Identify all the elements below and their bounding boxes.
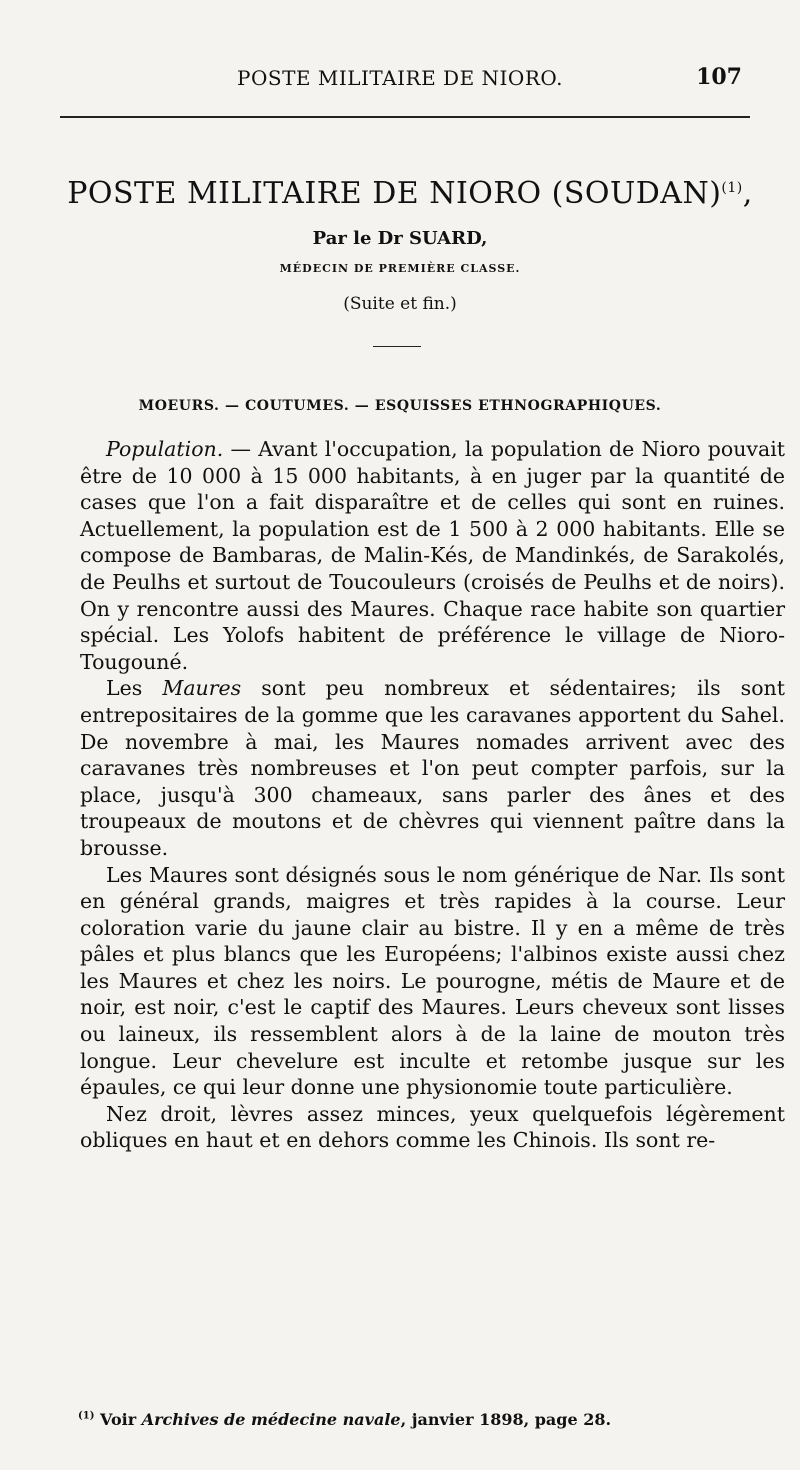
paragraph-population bbox=[80, 436, 785, 675]
footnote-mark: (1) bbox=[78, 1410, 95, 1422]
page-number: 107 bbox=[696, 64, 742, 90]
title-trailing-punct: , bbox=[742, 176, 753, 211]
continuation-note: (Suite et fin.) bbox=[343, 294, 457, 314]
author-byline: Par le Dr SUARD, bbox=[312, 228, 488, 249]
article-title-text: POSTE MILITAIRE DE NIORO (SOUDAN) bbox=[67, 176, 722, 211]
paragraph-nar: Les Maures sont désignés sous le nom générique de Nar. Ils sont en général grands, maigres et très rapides à la course. Leur coloration varie du jaune clair au bistre. Il y en a même de très pâles et plus blancs que les Européens; l'albinos existe aussi chez les Maures et chez les noirs. Le pourogne, métis de Maure et de noir, est noir, c'est le captif des Maures. Leurs cheveux sont lisses ou laineux, ils ressemblent alors à de la laine de mouton très longue. Leur chevelure est inculte et retombe jusque sur les épaules, ce qui leur donne une physionomie toute particulière. bbox=[80, 862, 785, 1100]
maures-label: Maures bbox=[162, 676, 242, 701]
paragraph-maures bbox=[80, 675, 785, 861]
footnote bbox=[78, 1410, 760, 1429]
paragraph-features: Nez droit, lèvres assez minces, yeux quelquefois légèrement obliques en haut et en dehors comme les Chinois. Ils sont re- bbox=[80, 1101, 785, 1153]
article-title bbox=[60, 176, 760, 211]
population-text: — Avant l'occupation, la population de Nioro pouvait être de 10 000 à 15 000 habitants, à en juger par la quantité de cases que l'on a fait disparaître et de celles qui sont en ruines. Actuellement, la population est de 1 500 à 2 000 habitants. Elle se compose de Bambaras, de Malin-Kés, de Mandinkés, de Sarakolés, de Peulhs et surtout de Toucouleurs (croisés de Peulhs et de noirs). On y rencontre aussi des Maures. Chaque race habite son quartier spécial. Les Yolofs habitent de préférence le village de Nioro-Tougouné. bbox=[80, 437, 785, 674]
maures-text: sont peu nombreux et sédentaires; ils sont entrepositaires de la gomme que les caravanes apportent du Sahel. De novembre à mai, les Maures nomades arrivent avec des caravanes très nombreuses et l'on peut compter parfois, sur la place, jusqu'à 300 chameaux, sans parler des ânes et des troupeaux de moutons et de chèvres qui viennent paître dans la brousse. bbox=[80, 676, 785, 860]
body-text bbox=[80, 436, 785, 1154]
section-divider bbox=[373, 346, 421, 347]
population-label: Population. bbox=[106, 437, 224, 461]
running-head bbox=[0, 62, 800, 98]
running-head-title: POSTE MILITAIRE DE NIORO. bbox=[237, 66, 563, 90]
footnote-journal: Archives de médecine navale bbox=[141, 1410, 401, 1429]
footnote-tail: , janvier 1898, page 28. bbox=[400, 1410, 612, 1429]
title-footnote-mark: (1) bbox=[721, 180, 743, 196]
maures-lead: Les bbox=[106, 676, 163, 701]
header-rule bbox=[60, 116, 750, 118]
section-heading: MOEURS. — COUTUMES. — ESQUISSES ETHNOGRAPHIQUES. bbox=[138, 398, 662, 414]
footnote-lead: Voir bbox=[94, 1410, 142, 1429]
author-affiliation: MÉDECIN DE PREMIÈRE CLASSE. bbox=[279, 262, 521, 275]
